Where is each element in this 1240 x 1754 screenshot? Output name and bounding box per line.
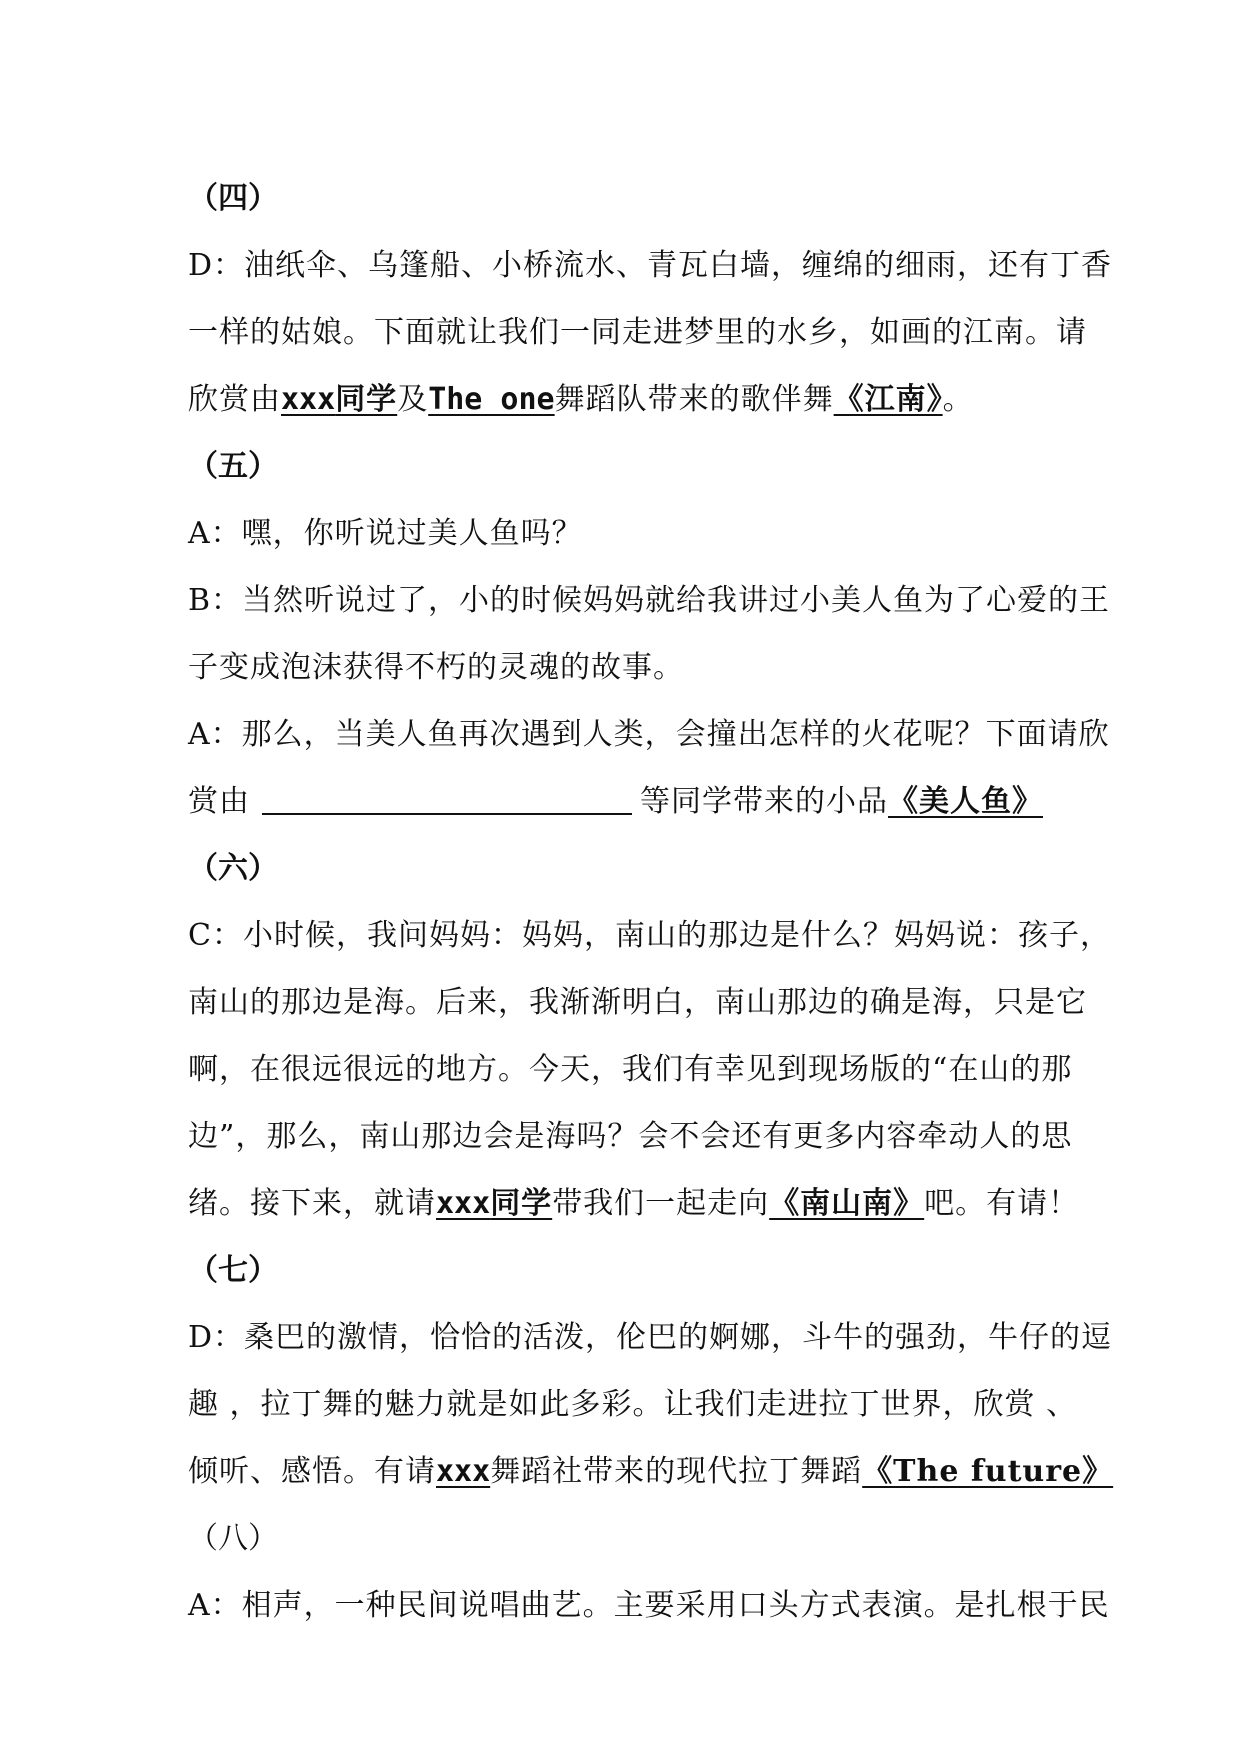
paragraph-line: B：当然听说过了，小的时候妈妈就给我讲过小美人鱼为了心爱的王 bbox=[188, 583, 1111, 618]
paragraph-line: C：小时候，我问妈妈：妈妈，南山的那边是什么？妈妈说：孩子， bbox=[188, 918, 1111, 953]
section-heading-8: （八） bbox=[188, 1521, 278, 1556]
section-heading-4: （四） bbox=[188, 181, 278, 216]
paragraph-line: A：那么，当美人鱼再次遇到人类，会撞出怎样的火花呢？下面请欣 bbox=[188, 717, 1110, 752]
underlined-text: 同学 bbox=[490, 1186, 553, 1221]
underlined-program-title: 《江南》 bbox=[833, 382, 943, 417]
paragraph-line: 子变成泡沫获得不朽的灵魂的故事。 bbox=[188, 650, 684, 685]
paragraph-line: 趣 ，拉丁舞的魅力就是如此多彩。让我们走进拉丁世界，欣赏 、 bbox=[188, 1387, 1078, 1422]
paragraph-line: D：油纸伞、乌篷船、小桥流水、青瓦白墙，缠绵的细雨，还有丁香 bbox=[188, 248, 1113, 283]
underlined-program-title: 《南山南》 bbox=[769, 1186, 925, 1221]
underlined-name bbox=[436, 1186, 552, 1221]
paragraph-line: 一样的姑娘。下面就让我们一同走进梦里的水乡，如画的江南。请 bbox=[188, 315, 1087, 350]
text-run: 倾听、感悟。有请 bbox=[188, 1454, 436, 1489]
paragraph-line bbox=[188, 1438, 1114, 1505]
section-heading-5: （五） bbox=[188, 449, 278, 484]
text-run: 舞蹈社带来的现代拉丁舞蹈 bbox=[490, 1454, 863, 1489]
underlined-name bbox=[281, 382, 397, 417]
paragraph-line: 边”，那么，南山那边会是海吗？会不会还有更多内容牵动人的思 bbox=[188, 1119, 1073, 1154]
text-run: 及 bbox=[397, 382, 429, 417]
underlined-placeholder: xxx bbox=[281, 382, 336, 417]
paragraph-line: A：嘿，你听说过美人鱼吗？ bbox=[188, 516, 583, 551]
text-run: 吧。有请！ bbox=[924, 1186, 1080, 1221]
text-run: 欣赏由 bbox=[188, 382, 281, 417]
paragraph-line: D：桑巴的激情，恰恰的活泼，伦巴的婀娜，斗牛的强劲，牛仔的逗 bbox=[188, 1320, 1113, 1355]
script-content bbox=[188, 165, 1114, 1639]
underlined-program-title: 《The future》 bbox=[862, 1454, 1114, 1489]
paragraph-line bbox=[188, 1170, 1080, 1237]
paragraph-line: 南山的那边是海。后来，我渐渐明白，南山那边的确是海，只是它 bbox=[188, 985, 1087, 1020]
underlined-team-name: The one bbox=[428, 382, 555, 417]
paragraph-line bbox=[188, 768, 1068, 835]
text-run: 舞蹈队带来的歌伴舞 bbox=[554, 382, 834, 417]
section-heading-6: （六） bbox=[188, 851, 278, 886]
underlined-placeholder: xxx bbox=[436, 1454, 491, 1489]
underlined-placeholder: xxx bbox=[436, 1186, 491, 1221]
underlined-program-title: 《美人鱼》 bbox=[888, 784, 1043, 819]
text-run: 赏由 bbox=[188, 784, 250, 819]
paragraph-line: A：相声，一种民间说唱曲艺。主要采用口头方式表演。是扎根于民 bbox=[188, 1588, 1110, 1623]
text-run: 带我们一起走向 bbox=[552, 1186, 770, 1221]
fill-in-blank bbox=[262, 811, 632, 815]
underlined-text: 同学 bbox=[335, 382, 398, 417]
text-run: 绪。接下来，就请 bbox=[188, 1186, 436, 1221]
paragraph-line: 啊，在很远很远的地方。今天，我们有幸见到现场版的“在山的那 bbox=[188, 1052, 1073, 1087]
paragraph-line bbox=[188, 366, 1068, 433]
text-run: 。 bbox=[942, 382, 974, 417]
text-run: 等同学带来的小品 bbox=[640, 784, 888, 819]
section-heading-7: （七） bbox=[188, 1253, 278, 1288]
